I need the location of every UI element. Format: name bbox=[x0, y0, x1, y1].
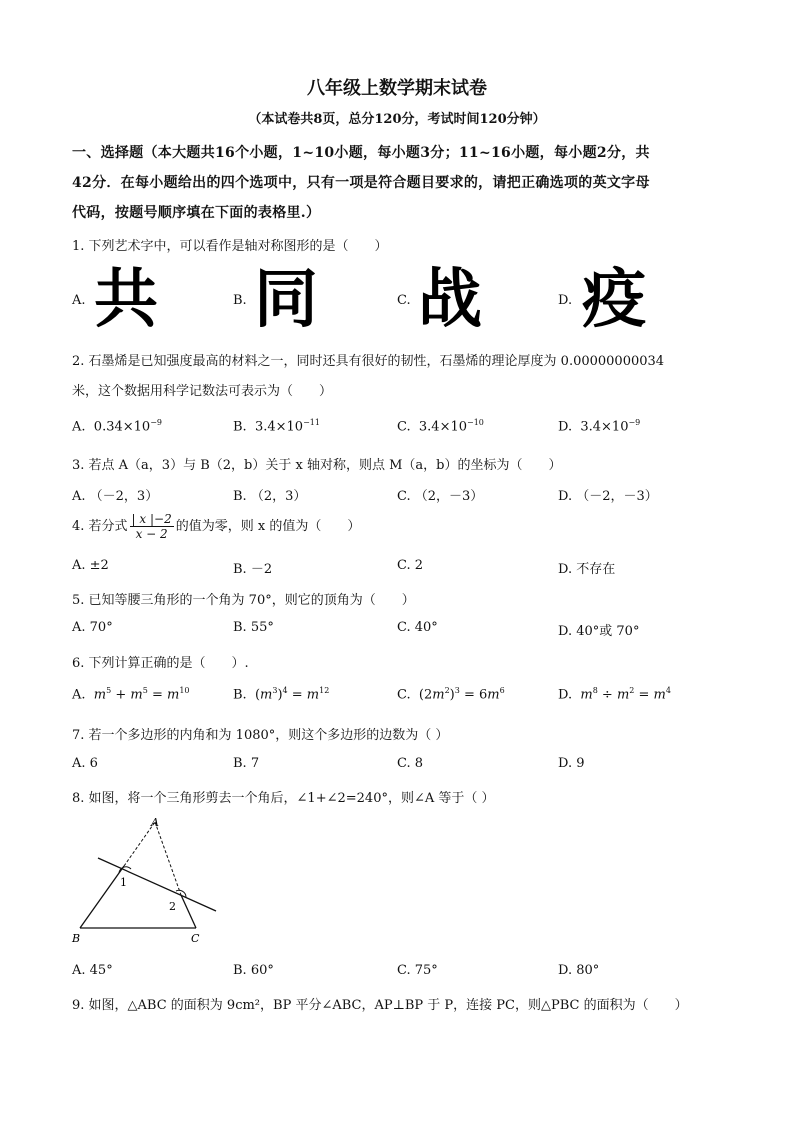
q4-option-b: B. －2 bbox=[233, 562, 273, 577]
q1-option-a-label: A. bbox=[72, 293, 86, 308]
q8-option-b: B. 60° bbox=[233, 963, 274, 978]
label-a: A bbox=[151, 816, 159, 829]
q6-option-d: D. $m^8 \div m^2 = m^4$ bbox=[558, 686, 671, 703]
q2-line2: 米，这个数据用科学记数法可表示为（ ） bbox=[72, 384, 333, 399]
q6-option-b: B. $(m^3)^4 = m^{12}$ bbox=[233, 686, 330, 703]
q1-option-a-char: 共 bbox=[94, 263, 158, 337]
q2-line1: 2. 石墨烯是已知强度最高的材料之一，同时还具有很好的韧性，石墨烯的理论厚度为 0.00000000034 bbox=[72, 354, 665, 369]
q1-option-d-label: D. bbox=[558, 293, 573, 308]
q1-option-b-label: B. bbox=[233, 293, 247, 308]
q1-option-c-label: C. bbox=[397, 293, 411, 308]
q2-option-c: C. $3.4\times 10^{-10}$ bbox=[397, 418, 484, 435]
q6-option-a: A. $m^5 + m^5 = m^{10}$ bbox=[72, 686, 190, 703]
q3-stem: 3. 若点 A（a，3）与 B（2，b）关于 x 轴对称，则点 M（a，b）的坐标为（ ） bbox=[72, 458, 562, 473]
q1-option-b-char: 同 bbox=[254, 263, 318, 337]
label-c: C bbox=[191, 932, 200, 945]
q4-option-c: C. 2 bbox=[397, 558, 424, 573]
q8-triangle-figure bbox=[60, 812, 230, 950]
q5-stem: 5. 已知等腰三角形的一个角为 70°，则它的顶角为（ ） bbox=[72, 593, 415, 608]
label-angle-1: 1 bbox=[120, 876, 127, 889]
q7-option-b: B. 7 bbox=[233, 756, 260, 771]
q5-option-c: C. 40° bbox=[397, 620, 438, 635]
q3-option-a: A. （－2，3） bbox=[72, 489, 159, 504]
q8-option-a: A. 45° bbox=[72, 963, 113, 978]
q7-stem: 7. 若一个多边形的内角和为 1080°，则这个多边形的边数为（ ） bbox=[72, 728, 449, 743]
q3-option-b: B. （2，3） bbox=[233, 489, 307, 504]
section1-line2: 42分．在每小题给出的四个选项中，只有一项是符合题目要求的，请把正确选项的英文字母 bbox=[72, 175, 650, 191]
q3-option-d: D. （－2，－3） bbox=[558, 489, 658, 504]
section1-line3: 代码，按题号顺序填在下面的表格里.） bbox=[72, 205, 321, 221]
q6-option-c: C. $(2m^2)^3 = 6m^6$ bbox=[397, 686, 505, 703]
q7-option-d: D. 9 bbox=[558, 756, 585, 771]
exam-title: 八年级上数学期末试卷 bbox=[307, 78, 487, 99]
q8-stem: 8. 如图，将一个三角形剪去一个角后，∠1+∠2=240°，则∠A 等于（ ） bbox=[72, 791, 495, 806]
section1-line1: 一、选择题（本大题共16个小题，1~10小题，每小题3分；11~16小题，每小题2分，共 bbox=[72, 145, 650, 161]
q5-option-b: B. 55° bbox=[233, 620, 274, 635]
q1-option-d-char: 疫 bbox=[582, 263, 646, 337]
label-angle-2: 2 bbox=[169, 900, 176, 913]
label-b: B bbox=[72, 932, 81, 945]
q1-stem: 1. 下列艺术字中，可以看作是轴对称图形的是（ ） bbox=[72, 239, 388, 254]
q7-option-a: A. 6 bbox=[72, 756, 98, 771]
q7-option-c: C. 8 bbox=[397, 756, 424, 771]
q8-option-d: D. 80° bbox=[558, 963, 600, 978]
q9-stem: 9. 如图，△ABC 的面积为 9cm²，BP 平分∠ABC，AP⊥BP 于 P，连接 PC，则△PBC 的面积为（ ） bbox=[72, 998, 688, 1013]
q1-option-c-char: 战 bbox=[418, 263, 482, 337]
q2-option-a: A. $0.34\times 10^{-9}$ bbox=[72, 418, 162, 435]
q8-option-c: C. 75° bbox=[397, 963, 438, 978]
q2-option-d: D. $3.4\times 10^{-9}$ bbox=[558, 418, 641, 435]
q4-option-d: D. 不存在 bbox=[558, 562, 616, 577]
q6-stem: 6. 下列计算正确的是（ ）. bbox=[72, 656, 249, 671]
q5-option-a: A. 70° bbox=[72, 620, 113, 635]
q4-stem: 4. 若分式 $\frac{| x |-2}{x - 2}$ 的值为零，则 x 的值为（ ） bbox=[72, 512, 361, 541]
q4-fraction: $\frac{| x |-2}{x - 2}$ bbox=[131, 512, 172, 541]
q2-option-b: B. $3.4\times 10^{-11}$ bbox=[233, 418, 320, 435]
q4-option-a: A. ±2 bbox=[72, 558, 109, 573]
q5-option-d: D. 40°或 70° bbox=[558, 624, 640, 639]
exam-subtitle: （本试卷共8页，总分120分，考试时间120分钟） bbox=[248, 112, 546, 127]
q3-option-c: C. （2，－3） bbox=[397, 489, 484, 504]
